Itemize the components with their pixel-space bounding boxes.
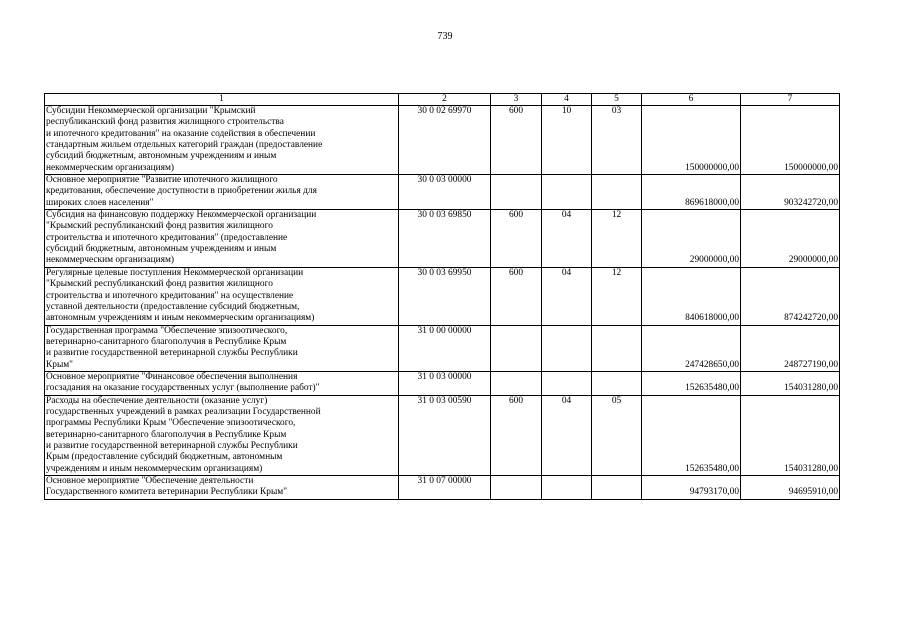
item-name: Субсидия на финансовую поддержку Некоммерческой организации "Крымский республиканский фонд развития жилищного строительства и ипотечного кредитования" (предоставление субсидий бюджетным, автономным учреждениям и иным некоммерческим организациям) [45, 210, 399, 268]
subsection-code: 03 [592, 106, 642, 175]
item-name: Основное мероприятие "Обеспечение деятельности Государственного комитета ветеринарии Республики Крым" [45, 476, 399, 500]
amount-col-7: 94695910,00 [741, 476, 840, 500]
column-header-1: 1 [45, 94, 399, 106]
expense-type [491, 325, 542, 371]
amount-col-7: 154031280,00 [741, 371, 840, 395]
expense-type: 600 [491, 210, 542, 268]
item-name: Основное мероприятие "Развитие ипотечного жилищного кредитования, обеспечение доступности в приобретении жилья для широких слоев населения" [45, 175, 399, 210]
amount-col-7: 150000000,00 [741, 106, 840, 175]
column-header-7: 7 [741, 94, 840, 106]
header-row [45, 94, 840, 106]
amount-col-6: 152635480,00 [642, 371, 741, 395]
table-row [45, 325, 840, 371]
item-name: Регулярные целевые поступления Некоммерческой организации "Крымский республиканский фонд развития жилищного строительства и ипотечного кредитования" на осуществление уставной деятельности (предоставление субсидий бюджетным, автономным учреждениям и иным некоммерческим организациям) [45, 267, 399, 325]
amount-col-7: 29000000,00 [741, 210, 840, 268]
amount-col-6: 869618000,00 [642, 175, 741, 210]
target-code: 31 0 03 00590 [399, 395, 491, 475]
amount-col-6: 152635480,00 [642, 395, 741, 475]
section-code [542, 325, 592, 371]
table-row [45, 210, 840, 268]
amount-col-6: 247428650,00 [642, 325, 741, 371]
column-header-6: 6 [642, 94, 741, 106]
table-row [45, 371, 840, 395]
target-code: 31 0 00 00000 [399, 325, 491, 371]
subsection-code: 05 [592, 395, 642, 475]
section-code: 04 [542, 210, 592, 268]
amount-col-7: 903242720,00 [741, 175, 840, 210]
column-header-4: 4 [542, 94, 592, 106]
amount-col-6: 29000000,00 [642, 210, 741, 268]
subsection-code [592, 175, 642, 210]
section-code [542, 371, 592, 395]
column-header-5: 5 [592, 94, 642, 106]
item-name: Субсидии Некоммерческой организации "Крымский республиканский фонд развития жилищного строительства и ипотечного кредитования" на оказание содействия в обеспечении стандартным жильем отдельных категорий граждан (предоставление субсидий бюджетным, автономным учреждениям и иным некоммерческим организациям) [45, 106, 399, 175]
expense-type [491, 371, 542, 395]
target-code: 30 0 03 69850 [399, 210, 491, 268]
page-number: 739 [437, 31, 453, 42]
table-row [45, 476, 840, 500]
table-row [45, 395, 840, 475]
expense-type [491, 476, 542, 500]
table-row [45, 175, 840, 210]
expense-type: 600 [491, 395, 542, 475]
column-header-2: 2 [399, 94, 491, 106]
expense-type: 600 [491, 267, 542, 325]
target-code: 30 0 03 69950 [399, 267, 491, 325]
subsection-code: 12 [592, 267, 642, 325]
budget-table [44, 93, 840, 500]
subsection-code [592, 325, 642, 371]
amount-col-7: 248727190,00 [741, 325, 840, 371]
section-code [542, 175, 592, 210]
subsection-code [592, 371, 642, 395]
amount-col-7: 874242720,00 [741, 267, 840, 325]
amount-col-6: 150000000,00 [642, 106, 741, 175]
section-code: 10 [542, 106, 592, 175]
table-row [45, 267, 840, 325]
target-code: 30 0 03 00000 [399, 175, 491, 210]
expense-type [491, 175, 542, 210]
section-code [542, 476, 592, 500]
target-code: 30 0 02 69970 [399, 106, 491, 175]
item-name: Государственная программа "Обеспечение эпизоотического, ветеринарно-санитарного благополучия в Республике Крым и развитие государственной ветеринарной службы Республики Крым" [45, 325, 399, 371]
section-code: 04 [542, 395, 592, 475]
table-row [45, 106, 840, 175]
expense-type: 600 [491, 106, 542, 175]
target-code: 31 0 07 00000 [399, 476, 491, 500]
item-name: Расходы на обеспечение деятельности (оказание услуг) государственных учреждений в рамках реализации Государственной программы Республики Крым "Обеспечение эпизоотического, ветеринарно-санитарного благополучия в Республике Крым и развитие государственной ветеринарной службы Республики Крым (предоставление субсидий бюджетным, автономным учреждениям и иным некоммерческим организациям) [45, 395, 399, 475]
amount-col-6: 840618000,00 [642, 267, 741, 325]
target-code: 31 0 03 00000 [399, 371, 491, 395]
column-header-3: 3 [491, 94, 542, 106]
amount-col-6: 94793170,00 [642, 476, 741, 500]
section-code: 04 [542, 267, 592, 325]
item-name: Основное мероприятие "Финансовое обеспечения выполнения госзадания на оказание государственных услуг (выполнение работ)" [45, 371, 399, 395]
subsection-code [592, 476, 642, 500]
subsection-code: 12 [592, 210, 642, 268]
amount-col-7: 154031280,00 [741, 395, 840, 475]
